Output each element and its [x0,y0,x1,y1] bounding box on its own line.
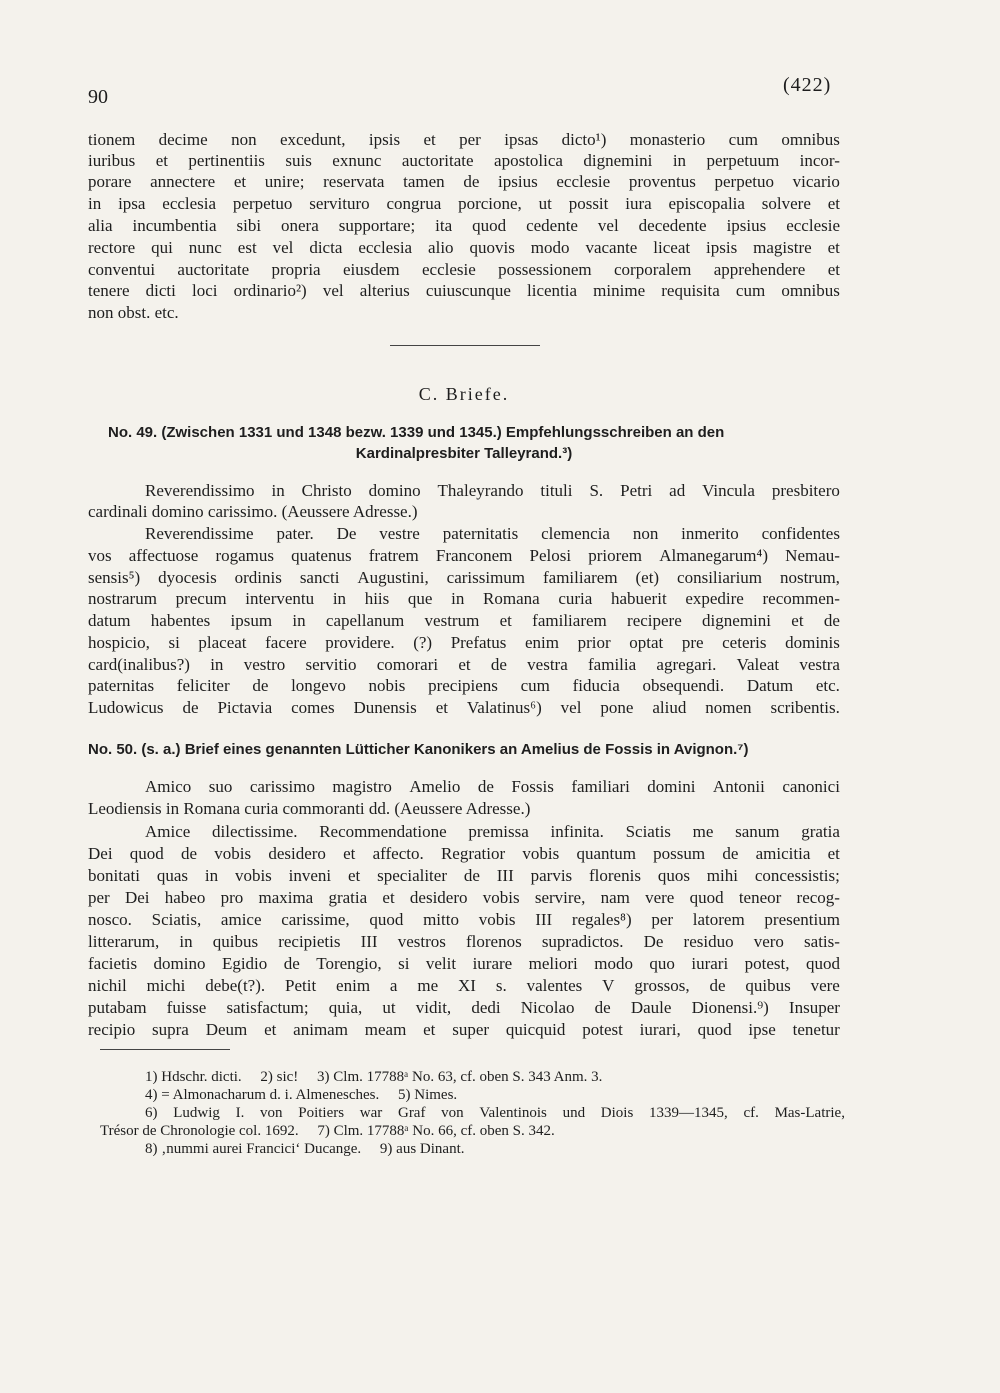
footnote-line: 8) ‚nummi aurei Francici‘ Ducange. 9) aus Dinant. [145,1141,465,1157]
footnote-line: 4) = Almonacharum d. i. Almenesches. 5) Nimes. [145,1087,458,1103]
letter-49-line: Ludowicus de Pictavia comes Dunensis et Valatinus⁶) vel pone aliud nomen scribentis. [88,698,840,717]
letter-49-heading: No. 49. (Zwischen 1331 und 1348 bezw. 1339 und 1345.) Empfehlungsschreiben an den [108,424,725,441]
page-number-right: (422) [783,74,832,96]
letter-50-line: nichil michi debe(t?). Petit enim a me XI s. valentes V grossos, de quibus vere [88,976,840,995]
letter-50-line: Leodiensis in Romana curia commoranti dd. (Aeussere Adresse.) [88,799,531,818]
letter-50-heading: No. 50. (s. a.) Brief eines genannten Lütticher Kanonikers an Amelius de Fossis in Avignon.⁷) [88,741,749,758]
intro-line: tenere dicti loci ordinario²) vel alterius cuiuscunque licentia minime requisita cum omnibus [88,281,840,300]
letter-50-line: Amico suo carissimo magistro Amelio de Fossis familiari domini Antonii canonici [145,777,840,796]
section-heading: C. Briefe. [418,384,510,404]
letter-50-line: bonitati quas in vobis inveni et specialiter de III parvis florenis quos mihi concessistis; [88,866,840,885]
letter-49-line: nostrarum precum interventu in hiis que in Romana curia habuerit expedire recommen- [88,589,840,608]
intro-line: conventui auctoritate propria eiusdem ecclesie possessionem corporalem apprehendere et [88,260,840,279]
letter-50-line: putabam fuisse satisfactum; quia, ut vidit, dedi Nicolao de Daule Dionensi.⁹) Insuper [88,998,840,1017]
letter-50-line: Dei quod de vobis desidero et affecto. Regratior vobis quantum possum de amicitia et [88,844,840,863]
letter-49-line: Reverendissime pater. De vestre paternitatis clemencia non inmerito confidentes [145,524,840,543]
letter-50-line: facietis domino Egidio de Torengio, si velit iurare meliori modo quo iurari potest, quod [88,954,840,973]
letter-50-line: litterarum, in quibus recipietis III vestros florenos supradictos. De residuo vero satis- [88,932,840,951]
letter-49-line: vos affectuose rogamus quatenus fratrem Franconem Pelosi priorem Almanegarum⁴) Nemau- [88,546,840,565]
intro-line: alia incumbentia sibi onera supportare; ita quod cedente vel decedente ipsius ecclesie [88,216,840,235]
intro-line: tionem decime non excedunt, ipsis et per ipsas dicto¹) monasterio cum omnibus [88,130,840,149]
letter-49-line: Reverendissimo in Christo domino Thaleyrando tituli S. Petri ad Vincula presbitero [145,481,840,500]
page-number: 90 [88,86,108,108]
letter-49-line: datum habentes ipsum in capellanum vestrum et familiarem recipere dignemini et de [88,611,840,630]
intro-line: non obst. etc. [88,303,179,322]
footnote-line: 1) Hdschr. dicti. 2) sic! 3) Clm. 17788ᵃ No. 63, cf. oben S. 343 Anm. 3. [145,1069,603,1085]
letter-49-line: sensis⁵) dyocesis ordinis sancti Augustini, carissimum familiarem (et) consiliarium nostrum, [88,568,840,587]
letter-50-line: nosco. Sciatis, amice carissime, quod mitto vobis III regales⁸) per latorem presentium [88,910,840,929]
letter-49-line: card(inalibus?) in vestro servitio comorari et de vestra familia agregari. Valeat vestra [88,655,840,674]
intro-line: in ipsa ecclesia perpetuo servituro congrua porcione, ut possit iura episcopalia solvere et [88,194,840,213]
letter-49-line: paternitas feliciter de longevo nobis precipiens cum fiducia obsequendi. Datum etc. [88,676,840,695]
letter-49-line: hospicio, si placeat facere providere. (?) Prefatus enim prior optat pre ceteris dominis [88,633,840,652]
letter-50-line: per Dei habeo pro maxima gratia et desidero vobis servire, nam vere quod teneor recog- [88,888,840,907]
section-divider [390,345,540,346]
footnote-line: 6) Ludwig I. von Poitiers war Graf von Valentinois und Diois 1339—1345, cf. Mas-Latrie, [145,1105,845,1121]
letter-50-line: Amice dilectissime. Recommendatione premissa infinita. Sciatis me sanum gratia [145,822,840,841]
letter-49-line: cardinali domino carissimo. (Aeussere Adresse.) [88,502,418,521]
letter-50-line: recipio supra Deum et animam meam et super quicquid potest iurari, quod ipse tenetur [88,1020,840,1039]
footnote-line: Trésor de Chronologie col. 1692. 7) Clm. 17788ᵃ No. 66, cf. oben S. 342. [100,1123,555,1139]
intro-line: rectore qui nunc est vel dicta ecclesia alio quovis modo vacante liceat ipsis magistre et [88,238,840,257]
footnote-divider [100,1049,230,1050]
letter-49-heading-cont: Kardinalpresbiter Talleyrand.³) [355,445,573,462]
intro-line: porare annectere et unire; reservata tamen de ipsius ecclesie proventus perpetuo vicario [88,172,840,191]
intro-line: iuribus et pertinentiis suis exnunc auctoritate apostolica dignemini in perpetuum incor- [88,151,840,170]
